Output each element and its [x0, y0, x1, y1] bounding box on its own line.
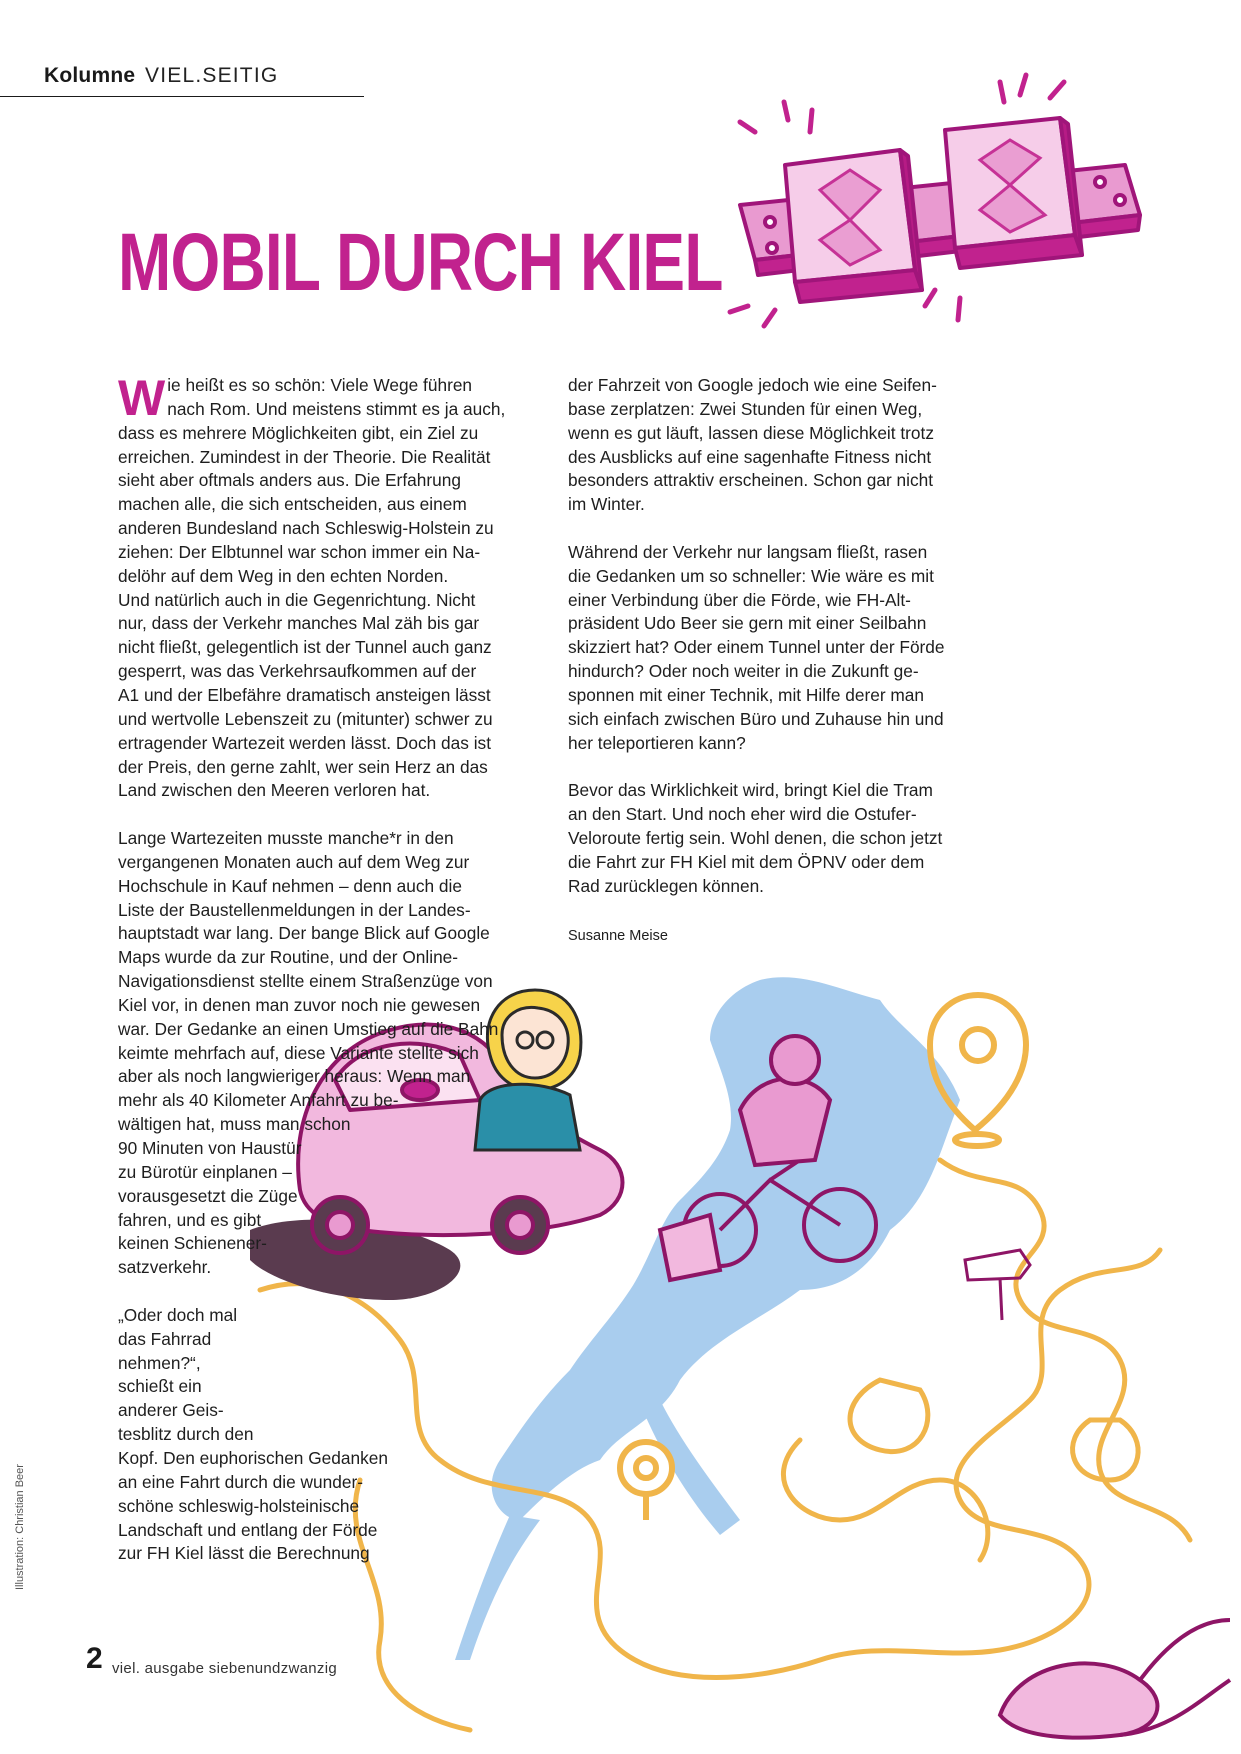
text-line: ziehen: Der Elbtunnel war schon immer ein Na- — [118, 541, 481, 562]
text-line: sponnen mit einer Technik, mit Hilfe derer man — [568, 684, 925, 705]
text-line: satzverkehr. — [118, 1257, 212, 1278]
text-line: erreichen. Zumindest in der Theorie. Die Realität — [118, 446, 491, 467]
text-line: Rad zurücklegen können. — [568, 875, 764, 896]
text-line: das Fahrrad — [118, 1328, 212, 1349]
text-line: fahren, und es gibt — [118, 1209, 262, 1230]
page-headline: MOBIL DURCH KIEL — [118, 217, 723, 308]
issue-label: viel. ausgabe siebenundzwanzig — [112, 1660, 337, 1677]
text-line: Landschaft und entlang der Förde — [118, 1519, 378, 1540]
text-line: base zerplatzen: Zwei Stunden für einen Weg, — [568, 398, 923, 419]
text-line: präsident Udo Beer sie gern mit einer Seilbahn — [568, 613, 927, 634]
column-header — [0, 62, 364, 97]
text-line: 90 Minuten von Haustür — [118, 1138, 302, 1158]
text-line: wältigen hat, muss man schon — [118, 1114, 351, 1135]
text-line: Hochschule in Kauf nehmen – denn auch die — [118, 875, 462, 896]
text-line: nur, dass der Verkehr manches Mal zäh bis gar — [118, 613, 480, 634]
text-line: sich einfach zwischen Büro und Zuhause hin und — [568, 708, 944, 729]
column-1-lines — [118, 370, 538, 1566]
section-label: VIEL.SEITIG — [145, 64, 279, 87]
text-line: und wertvolle Lebenszeit zu (mitunter) schwer zu — [118, 708, 493, 729]
text-line: Lange Wartezeiten musste manche*r in den — [118, 828, 454, 849]
column-2-lines — [568, 374, 988, 899]
text-line: die Fahrt zur FH Kiel mit dem ÖPNV oder dem — [568, 851, 925, 872]
article-column-2 — [568, 374, 988, 899]
text-line: sieht aber oftmals anders aus. Die Erfahrung — [118, 470, 461, 491]
text-line: A1 und der Elbefähre dramatisch ansteigen lässt — [118, 684, 491, 705]
text-line: war. Der Gedanke an einen Umstieg auf die Bahn — [118, 1018, 499, 1039]
text-line: aber als noch langwieriger heraus: Wenn man — [118, 1066, 471, 1087]
text-line: keinen Schienener- — [118, 1233, 267, 1254]
text-line: keimte mehrfach auf, diese Variante stellte sich — [118, 1042, 479, 1063]
text-line: mehr als 40 Kilometer Anfahrt zu be- — [118, 1090, 399, 1111]
text-line: einer Verbindung über die Förde, wie FH-Alt- — [568, 589, 911, 610]
paragraph-gap — [568, 517, 988, 541]
column-label: Kolumne — [44, 64, 136, 87]
page-number: 2 — [86, 1642, 103, 1675]
paragraph-gap — [118, 1280, 538, 1304]
text-line: Bevor das Wirklichkeit wird, bringt Kiel die Tram — [568, 780, 933, 801]
text-line: der Preis, den gerne zahlt, wer sein Herz an das — [118, 756, 488, 777]
text-line: tesblitz durch den — [118, 1424, 254, 1445]
text-line: ertragender Wartezeit werden lässt. Doch das ist — [118, 732, 491, 753]
text-line: vergangenen Monaten auch auf dem Weg zur — [118, 851, 470, 872]
text-line: hindurch? Oder noch weiter in die Zukunft ge- — [568, 661, 919, 682]
paragraph-gap — [568, 756, 988, 780]
text-line: „Oder doch mal — [118, 1304, 238, 1325]
text-line: des Ausblicks auf eine sagenhafte Fitness nicht — [568, 446, 932, 467]
text-line: Maps wurde da zur Routine, und der Online- — [118, 947, 459, 968]
drop-cap: W — [118, 370, 166, 426]
text-line: an eine Fahrt durch die wunder- — [118, 1471, 363, 1492]
text-line: Und natürlich auch in die Gegenrichtung. Nicht — [118, 589, 476, 610]
teleporter-illustration — [700, 70, 1180, 340]
capsule-vehicle — [1000, 1620, 1230, 1738]
text-line: zur FH Kiel lässt die Berechnung — [118, 1543, 370, 1564]
text-line: nicht fließt, gelegentlich ist der Tunnel auch ganz — [118, 637, 492, 658]
text-line: die Gedanken um so schneller: Wie wäre es mit — [568, 565, 934, 586]
text-line: schöne schleswig-holsteinische — [118, 1495, 360, 1516]
text-line: im Winter. — [568, 494, 645, 515]
illustration-credit: Illustration: Christian Beer — [14, 1464, 26, 1590]
text-line: Navigationsdienst stellte einem Straßenzüge von — [118, 971, 493, 992]
paragraph-gap — [118, 803, 538, 827]
text-line: machen alle, die sich entscheiden, aus einem — [118, 494, 467, 515]
text-line: dass es mehrere Möglichkeiten gibt, ein Ziel zu — [118, 422, 479, 443]
text-line: Veloroute fertig sein. Wohl denen, die schon jetzt — [568, 828, 943, 849]
text-line: ie heißt es so schön: Viele Wege führen — [167, 375, 473, 395]
text-line: schießt ein — [118, 1376, 202, 1397]
text-line: vorausgesetzt die Züge — [118, 1185, 298, 1206]
text-line: zu Bürotür einplanen – — [118, 1161, 292, 1182]
text-line: an den Start. Und noch eher wird die Ostufer- — [568, 804, 917, 825]
text-line: nehmen?“, — [118, 1352, 201, 1373]
text-line: wenn es gut läuft, lassen diese Möglichkeit trotz — [568, 422, 934, 443]
text-line: skizziert hat? Oder einem Tunnel unter der Förde — [568, 637, 945, 658]
text-line: her teleportieren kann? — [568, 732, 746, 753]
text-line: delöhr auf dem Weg in den echten Norden. — [118, 565, 449, 586]
text-line: besonders attraktiv erscheinen. Schon gar nicht — [568, 470, 934, 491]
text-line: Land zwischen den Meeren verloren hat. — [118, 780, 431, 801]
text-line: gesperrt, was das Verkehrsaufkommen auf der — [118, 661, 477, 682]
text-line: Liste der Baustellenmeldungen in der Landes- — [118, 899, 471, 920]
author-name: Susanne Meise — [568, 928, 668, 944]
text-line: der Fahrzeit von Google jedoch wie eine Seifen- — [568, 375, 937, 395]
text-line: anderen Bundesland nach Schleswig-Holstein zu — [118, 518, 494, 539]
article-column-1 — [118, 370, 538, 1566]
location-pin-icon — [620, 1442, 672, 1494]
text-line: Kiel vor, in denen man zuvor noch nie gewesen — [118, 994, 481, 1015]
text-line: Während der Verkehr nur langsam fließt, rasen — [568, 541, 928, 562]
text-line: hauptstadt war lang. Der bange Blick auf Google — [118, 923, 490, 944]
text-line: anderer Geis- — [118, 1400, 224, 1421]
text-line: Kopf. Den euphorischen Gedanken — [118, 1447, 388, 1468]
text-line: nach Rom. Und meistens stimmt es ja auch, — [167, 398, 506, 419]
